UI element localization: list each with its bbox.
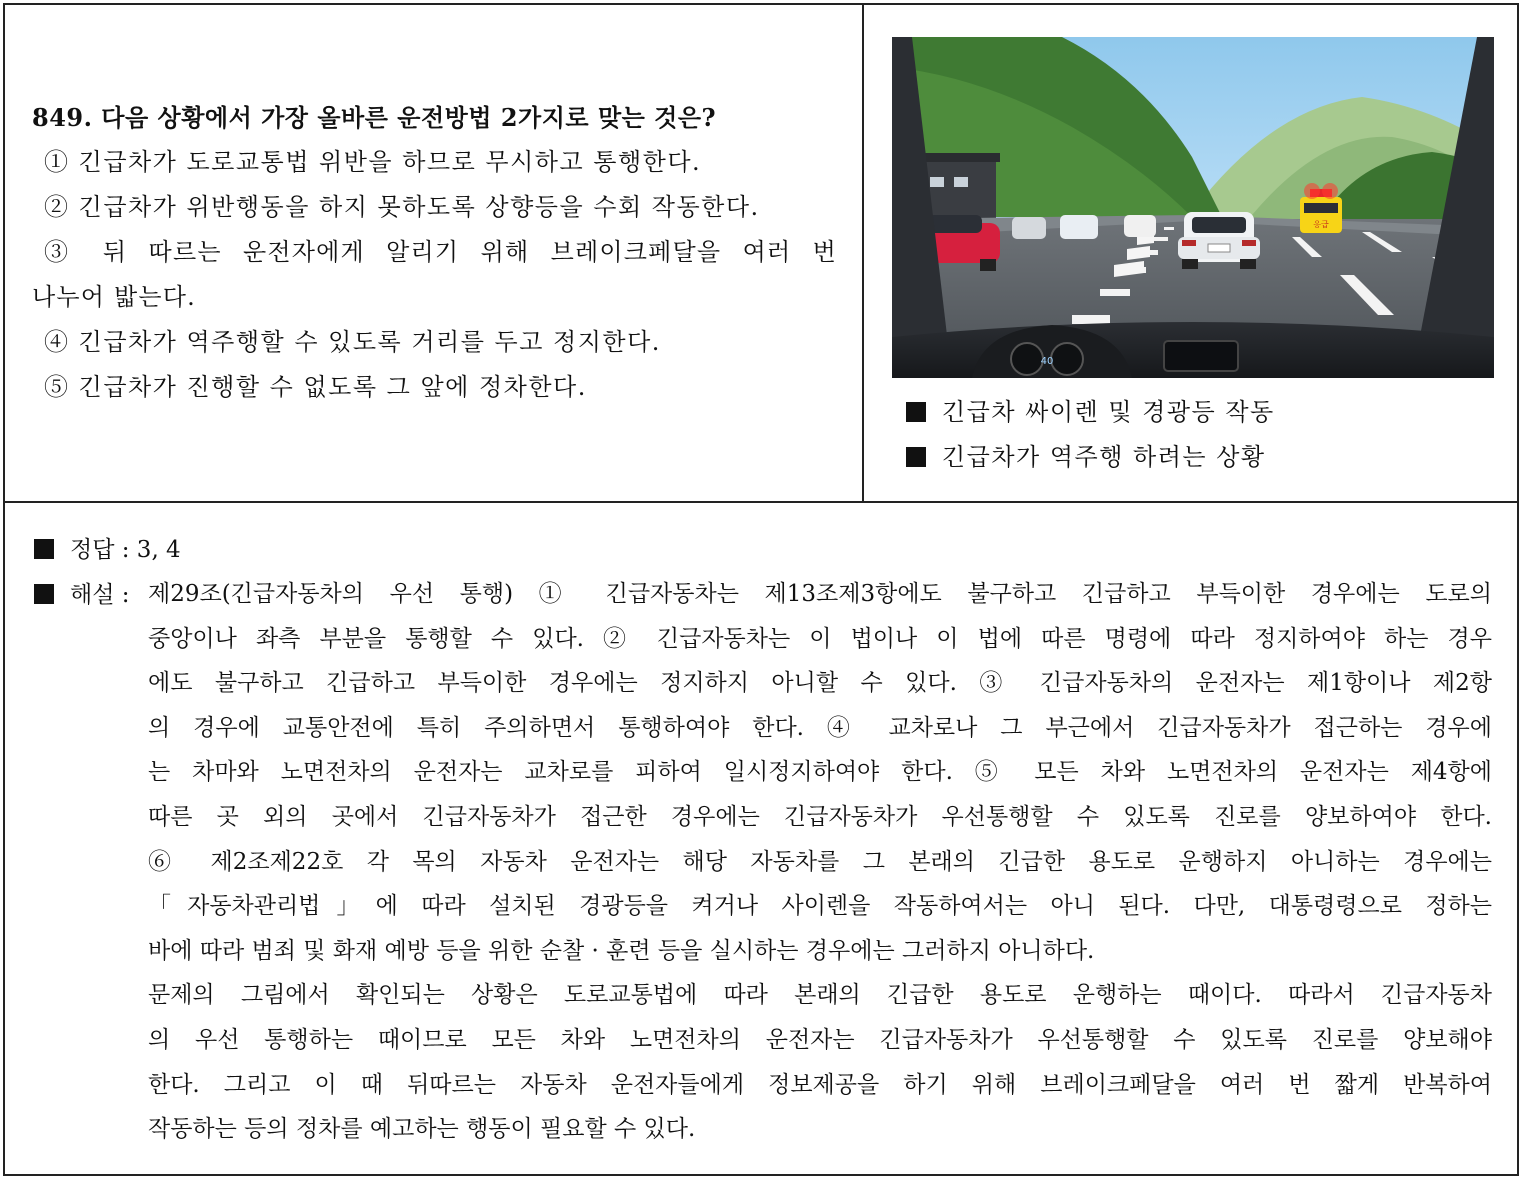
explanation-line: 의 우선 통행하는 때이므로 모든 차와 노면전차의 운전자는 긴급자동차가 우선통행할 수 있도록 진로를 양보해야 xyxy=(148,1026,1492,1053)
explanation-line: 「자동차관리법」에 따라 설치된 경광등을 켜거나 사이렌을 작동하여서는 아니 된다. 다만, 대통령령으로 정하는 xyxy=(148,893,1492,920)
caption-text-1: 긴급차 싸이렌 및 경광등 작동 xyxy=(942,398,1275,426)
option-3 xyxy=(32,230,837,320)
caption-text-2: 긴급차가 역주행 하려는 상황 xyxy=(942,443,1266,471)
explanation-line: 는 차마와 노면전차의 운전자는 교차로를 피하여 일시정지하여야 한다. ⑤ 모든 차와 노면전차의 운전자는 제4항에 xyxy=(148,759,1492,786)
explanation-label xyxy=(34,575,130,615)
ambulance xyxy=(1300,183,1342,233)
explanation-line: 문제의 그림에서 확인되는 상황은 도로교통법에 따라 본래의 긴급한 용도로 운행하는 때이다. 따라서 긴급자동차 xyxy=(148,982,1492,1009)
option-2: ② 긴급차가 위반행동을 하지 못하도록 상향등을 수회 작동한다. xyxy=(44,193,760,221)
caption-item-1 xyxy=(906,390,1275,435)
option-4: ④ 긴급차가 역주행할 수 있도록 거리를 두고 정지한다. xyxy=(44,328,661,356)
explanation-body xyxy=(148,572,1492,1152)
option-3-line-2: 나누어 밟는다. xyxy=(32,283,196,311)
explanation-line: 한다. 그리고 이 때 뒤따르는 자동차 운전자들에게 정보제공을 하기 위해 브레이크페달을 여러 번 짧게 반복하여 xyxy=(148,1071,1492,1098)
square-bullet-icon xyxy=(906,447,926,467)
option-5: ⑤ 긴급차가 진행할 수 없도록 그 앞에 정차한다. xyxy=(44,373,587,401)
question-block xyxy=(32,95,837,410)
question-title: 849. 다음 상황에서 가장 올바른 운전방법 2가지로 맞는 것은? xyxy=(32,103,717,132)
caption-item-2 xyxy=(906,435,1275,480)
explanation-line: 에도 불구하고 긴급하고 부득이한 경우에는 정지하지 아니할 수 있다. ③ 긴급자동차의 운전자는 제1항이나 제2항 xyxy=(148,670,1492,697)
answer-line xyxy=(34,530,181,570)
driving-scene-illustration xyxy=(892,37,1494,378)
ambulance-label: 응급 xyxy=(1313,220,1329,229)
square-bullet-icon xyxy=(34,584,54,604)
option-1: ① 긴급차가 도로교통법 위반을 하므로 무시하고 통행한다. xyxy=(44,148,702,176)
explanation-line: ⑥ 제2조제22호 각 목의 자동차 운전자는 해당 자동차를 그 본래의 긴급한 용도로 운행하지 아니하는 경우에는 xyxy=(148,848,1492,875)
column-divider xyxy=(862,3,864,503)
square-bullet-icon xyxy=(34,539,54,559)
option-3-line-1: ③ 뒤 따르는 운전자에게 알리기 위해 브레이크페달을 여러 번 xyxy=(44,238,837,266)
square-bullet-icon xyxy=(906,402,926,422)
scene-caption xyxy=(906,390,1275,480)
explanation-label-text: 해설 : xyxy=(70,582,130,608)
explanation-line: 의 경우에 교통안전에 특히 주의하면서 통행하여야 한다. ④ 교차로나 그 부근에서 긴급자동차가 접근하는 경우에 xyxy=(148,714,1492,741)
explanation-line: 따른 곳 외의 곳에서 긴급자동차가 접근한 경우에는 긴급자동차가 우선통행할 수 있도록 진로를 양보하여야 한다. xyxy=(148,803,1492,830)
explanation-line: 제29조(긴급자동차의 우선 통행) ① 긴급자동차는 제13조제3항에도 불구하고 긴급하고 부득이한 경우에는 도로의 xyxy=(148,581,1492,607)
explanation-line: 바에 따라 범죄 및 화재 예방 등을 위한 순찰 · 훈련 등을 실시하는 경우에는 그러하지 아니하다. xyxy=(148,937,1095,964)
answer-text: 정답 : 3, 4 xyxy=(70,537,181,563)
section-divider xyxy=(3,501,1519,503)
explanation-line: 작동하는 등의 정차를 예고하는 행동이 필요할 수 있다. xyxy=(148,1116,696,1143)
speed-readout: 40 xyxy=(1040,356,1054,367)
white-sedan xyxy=(1178,212,1260,269)
explanation-line: 중앙이나 좌측 부분을 통행할 수 있다. ② 긴급자동차는 이 법이나 이 법에 따른 명령에 따라 정지하여야 하는 경우 xyxy=(148,625,1492,652)
